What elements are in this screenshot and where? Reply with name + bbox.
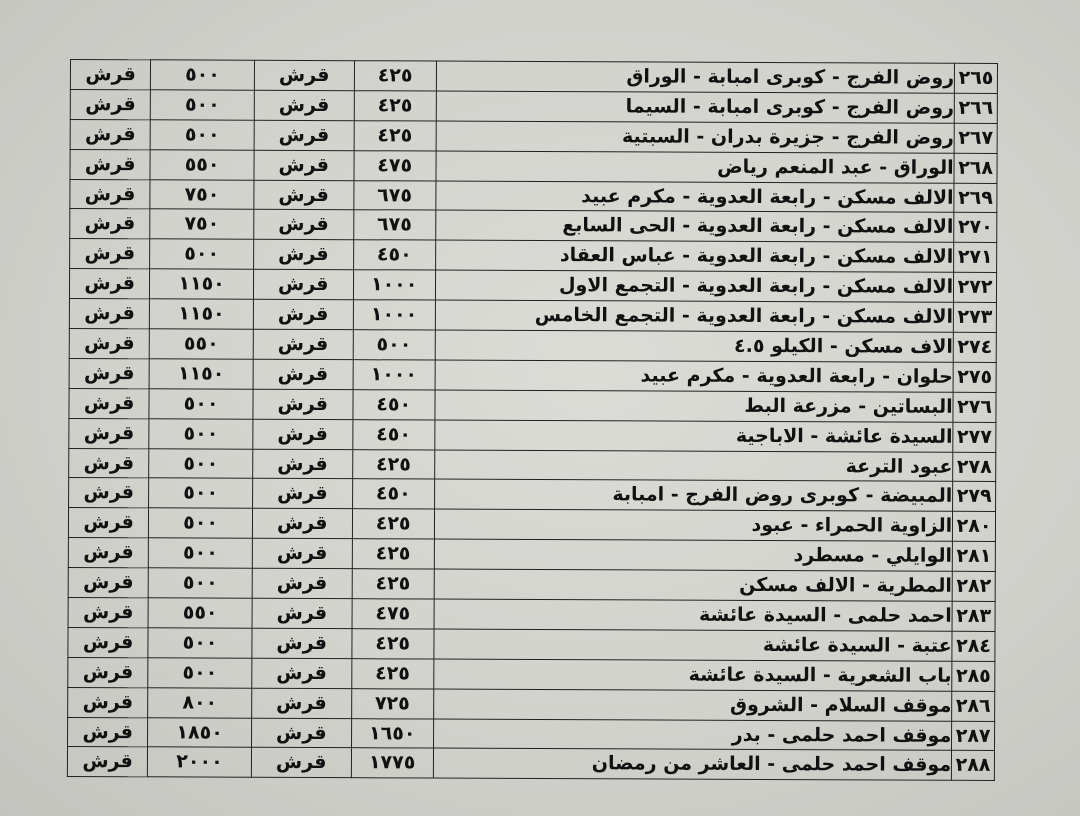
fare-unit-1: قرش (251, 748, 351, 778)
route-name: الالف مسكن - رابعة العدوية - التجمع الخامس (435, 300, 954, 332)
row-number: ٢٧٦ (953, 392, 996, 422)
fare-unit-2: قرش (70, 239, 150, 269)
fare-unit-1: قرش (253, 389, 353, 419)
fare-unit-2: قرش (68, 538, 148, 568)
fare-unit-1: قرش (252, 658, 352, 688)
fare-price-2: ٥٠٠ (151, 90, 255, 120)
fare-unit-1: قرش (254, 150, 354, 180)
fare-price-2: ٥٠٠ (150, 120, 254, 150)
row-number: ٢٨١ (952, 542, 995, 572)
fare-price-1: ٤٢٥ (352, 629, 434, 659)
fare-unit-2: قرش (69, 358, 149, 388)
fare-price-2: ٥٠٠ (148, 628, 252, 658)
fare-unit-1: قرش (252, 479, 352, 509)
route-name: الالف مسكن - رابعة العدوية - الحى السابع (435, 211, 954, 243)
fare-price-2: ٥٠٠ (149, 418, 253, 448)
fare-unit-1: قرش (254, 180, 354, 210)
route-name: الالف مسكن - رابعة العدوية - مكرم عبيد (436, 181, 955, 213)
fare-price-2: ٥٠٠ (150, 239, 254, 269)
route-name: روض الفرج - كوبرى امبابة - الوراق (436, 61, 955, 93)
fare-price-2: ٥٥٠ (149, 329, 253, 359)
fare-unit-1: قرش (253, 359, 353, 389)
fare-unit-2: قرش (70, 149, 150, 179)
route-name: الوراق - عبد المنعم رياض (436, 151, 955, 183)
fare-unit-2: قرش (70, 89, 150, 119)
fare-unit-1: قرش (253, 419, 353, 449)
fare-price-1: ٤٢٥ (354, 120, 436, 150)
table-row (69, 448, 996, 482)
fare-unit-2: قرش (68, 627, 148, 657)
fare-price-2: ٧٥٠ (150, 209, 254, 239)
fare-price-2: ١١٥٠ (150, 269, 254, 299)
table-row (69, 269, 996, 303)
row-number: ٢٧١ (954, 243, 997, 273)
fare-price-1: ٥٠٠ (353, 330, 435, 360)
table-row (69, 358, 996, 392)
fare-price-2: ٢٠٠٠ (148, 747, 252, 777)
route-name: المبيضة - كوبرى روض الفرج - امبابة (434, 480, 953, 512)
row-number: ٢٨٤ (952, 631, 995, 661)
fare-unit-1: قرش (253, 329, 353, 359)
table-row (70, 149, 997, 183)
route-name: الوايلي - مسطرد (434, 539, 953, 571)
route-name: باب الشعرية - السيدة عائشة (433, 659, 952, 691)
fare-unit-2: قرش (69, 299, 149, 329)
row-number: ٢٧٢ (954, 273, 997, 303)
route-name: عبود الترعة (434, 450, 953, 482)
route-name: حلوان - رابعة العدوية - مكرم عبيد (435, 360, 954, 392)
fare-price-1: ٤٢٥ (354, 91, 436, 121)
table-row (69, 418, 996, 452)
table-row (70, 179, 997, 213)
table-row (68, 657, 995, 691)
row-number: ٢٦٧ (954, 123, 997, 153)
fare-price-2: ٥٠٠ (148, 658, 252, 688)
fare-price-2: ٥٠٠ (151, 60, 255, 90)
fare-unit-1: قرش (254, 60, 354, 90)
route-name: روض الفرج - جزيرة بدران - السبتية (436, 121, 955, 153)
table-row (68, 538, 995, 572)
fare-unit-2: قرش (69, 269, 149, 299)
fare-unit-2: قرش (67, 747, 147, 777)
route-name: الزاوية الحمراء - عبود (434, 509, 953, 541)
table-row (69, 388, 996, 422)
fare-unit-1: قرش (252, 628, 352, 658)
table-row (68, 627, 995, 661)
fare-unit-1: قرش (252, 568, 352, 598)
fare-unit-1: قرش (253, 269, 353, 299)
table-row (69, 299, 996, 333)
fare-unit-1: قرش (254, 90, 354, 120)
row-number: ٢٨٨ (952, 751, 995, 781)
row-number: ٢٦٥ (955, 63, 998, 93)
fare-unit-2: قرش (68, 717, 148, 747)
fare-unit-2: قرش (68, 597, 148, 627)
row-number: ٢٧٨ (953, 452, 996, 482)
row-number: ٢٨٦ (952, 691, 995, 721)
route-name: روض الفرج - كوبرى امبابة - السيما (436, 91, 955, 123)
route-name: الالف مسكن - رابعة العدوية - التجمع الاول (435, 270, 954, 302)
fare-unit-2: قرش (68, 657, 148, 687)
table-row (68, 508, 995, 542)
route-name: الالف مسكن - رابعة العدوية - عباس العقاد (435, 240, 954, 272)
row-number: ٢٦٨ (954, 153, 997, 183)
fare-price-2: ٨٠٠ (148, 688, 252, 718)
row-number: ٢٧٩ (953, 482, 996, 512)
row-number: ٢٦٦ (954, 93, 997, 123)
fare-unit-1: قرش (252, 598, 352, 628)
fare-price-1: ٤٥٠ (353, 389, 435, 419)
route-name: موقف احمد حلمى - بدر (433, 719, 952, 751)
route-name: موقف السلام - الشروق (433, 689, 952, 721)
row-number: ٢٧٤ (953, 332, 996, 362)
fare-unit-1: قرش (251, 718, 351, 748)
row-number: ٢٨٠ (953, 512, 996, 542)
fare-price-1: ١٦٥٠ (351, 718, 433, 748)
table-row (70, 59, 997, 93)
fare-price-1: ٤٢٥ (354, 61, 436, 91)
fare-price-1: ٤٥٠ (352, 479, 434, 509)
fare-price-2: ١١٥٠ (149, 359, 253, 389)
route-name: البساتين - مزرعة البط (435, 390, 954, 422)
route-name: السيدة عائشة - الاباجية (435, 420, 954, 452)
table-row (68, 717, 995, 751)
fare-price-2: ٥٠٠ (149, 389, 253, 419)
fare-table-body (67, 59, 997, 780)
table-row (69, 328, 996, 362)
table-row (67, 747, 994, 781)
fare-price-2: ٥٠٠ (149, 448, 253, 478)
fare-unit-1: قرش (254, 120, 354, 150)
fare-unit-1: قرش (254, 210, 354, 240)
fare-unit-2: قرش (69, 328, 149, 358)
fare-price-2: ٥٥٠ (148, 598, 252, 628)
table-row (70, 239, 997, 273)
fare-price-1: ٤٧٥ (354, 150, 436, 180)
fare-unit-2: قرش (68, 687, 148, 717)
fare-price-2: ٥٠٠ (149, 508, 253, 538)
row-number: ٢٧٧ (953, 422, 996, 452)
row-number: ٢٨٣ (952, 601, 995, 631)
fare-price-2: ٧٥٠ (150, 179, 254, 209)
row-number: ٢٧٥ (953, 362, 996, 392)
fare-unit-1: قرش (253, 449, 353, 479)
fare-price-1: ٤٥٠ (353, 240, 435, 270)
fare-price-1: ٤٢٥ (352, 449, 434, 479)
fare-price-1: ١٠٠٠ (353, 360, 435, 390)
fare-price-1: ٤٢٥ (352, 509, 434, 539)
fare-unit-2: قرش (69, 388, 149, 418)
fare-unit-2: قرش (70, 59, 150, 89)
fare-unit-1: قرش (253, 299, 353, 329)
fare-unit-2: قرش (69, 478, 149, 508)
fare-price-1: ٤٢٥ (351, 658, 433, 688)
fare-price-2: ٥٠٠ (148, 568, 252, 598)
fare-price-1: ٤٢٥ (352, 569, 434, 599)
fare-unit-2: قرش (69, 448, 149, 478)
fare-price-1: ٦٧٥ (353, 180, 435, 210)
row-number: ٢٦٩ (954, 183, 997, 213)
fare-unit-2: قرش (70, 119, 150, 149)
fare-price-2: ١٨٥٠ (148, 717, 252, 747)
fare-table (67, 59, 998, 781)
fare-unit-1: قرش (253, 240, 353, 270)
table-row (68, 597, 995, 631)
fare-unit-2: قرش (68, 508, 148, 538)
row-number: ٢٧٠ (954, 213, 997, 243)
table-row (70, 209, 997, 243)
table-row (70, 119, 997, 153)
fare-price-1: ١٧٧٥ (351, 748, 433, 778)
fare-unit-2: قرش (69, 418, 149, 448)
fare-price-1: ٤٥٠ (352, 419, 434, 449)
fare-price-1: ٤٢٥ (352, 539, 434, 569)
fare-unit-2: قرش (68, 568, 148, 598)
row-number: ٢٨٢ (952, 571, 995, 601)
fare-price-2: ١١٥٠ (150, 299, 254, 329)
table-row (68, 568, 995, 602)
table-row (69, 478, 996, 512)
fare-price-1: ٧٢٥ (351, 688, 433, 718)
fare-price-1: ١٠٠٠ (353, 270, 435, 300)
fare-unit-2: قرش (70, 179, 150, 209)
row-number: ٢٨٧ (952, 721, 995, 751)
fare-price-2: ٥٠٠ (149, 478, 253, 508)
fare-unit-1: قرش (251, 688, 351, 718)
route-name: احمد حلمى - السيدة عائشة (434, 599, 953, 631)
fare-price-2: ٥٠٠ (149, 538, 253, 568)
route-name: المطرية - الالف مسكن (434, 569, 953, 601)
route-name: موقف احمد حلمى - العاشر من رمضان (433, 749, 952, 781)
fare-price-1: ٦٧٥ (353, 210, 435, 240)
fare-unit-2: قرش (70, 209, 150, 239)
fare-price-2: ٥٥٠ (150, 149, 254, 179)
row-number: ٢٨٥ (952, 661, 995, 691)
fare-price-1: ١٠٠٠ (353, 300, 435, 330)
fare-unit-1: قرش (252, 509, 352, 539)
fare-unit-1: قرش (252, 539, 352, 569)
table-row (68, 687, 995, 721)
route-name: الاف مسكن - الكيلو ٤.٥ (435, 330, 954, 362)
route-name: عتبة - السيدة عائشة (434, 629, 953, 661)
row-number: ٢٧٣ (954, 302, 997, 332)
table-row (70, 89, 997, 123)
fare-price-1: ٤٧٥ (352, 599, 434, 629)
